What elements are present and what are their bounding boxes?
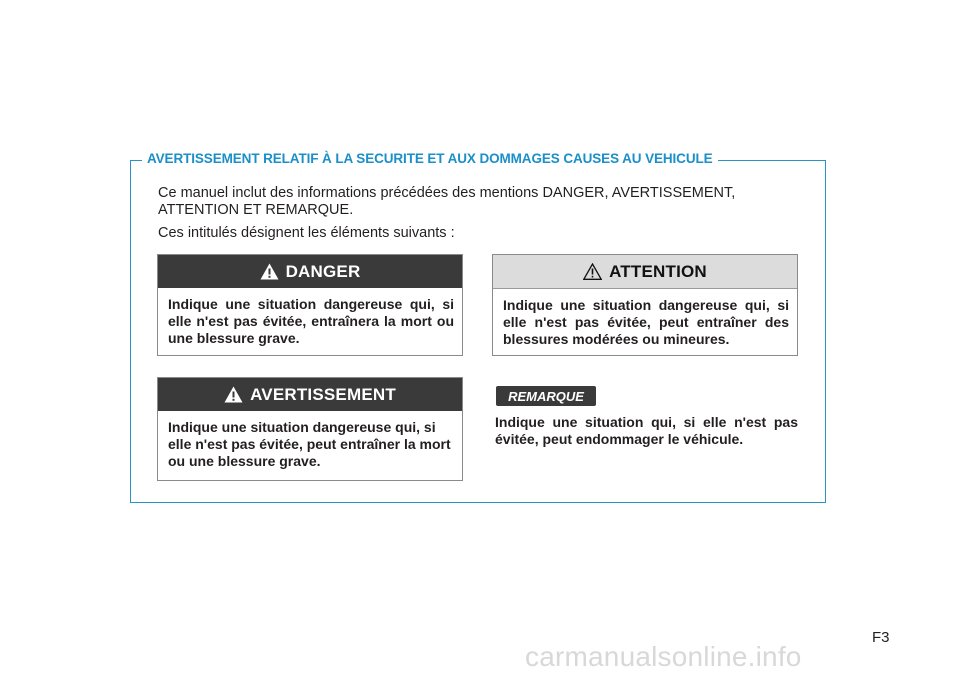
avertissement-description: Indique une situation dangereuse qui, si elle n'est pas évitée, peut entraîner la mort ou une blessure grave. xyxy=(168,419,451,469)
watermark: carmanualsonline.info xyxy=(525,641,802,672)
section-title: AVERTISSEMENT RELATIF À LA SECURITE ET AUX DOMMAGES CAUSES AU VEHICULE xyxy=(142,151,718,166)
remarque-badge: REMARQUE xyxy=(496,386,596,406)
warning-triangle-icon xyxy=(260,263,279,280)
attention-description: Indique une situation dangereuse qui, si elle n'est pas évitée, peut entraîner des blessures modérées ou mineures. xyxy=(503,297,789,347)
avertissement-header xyxy=(158,378,462,411)
warning-triangle-icon xyxy=(224,386,243,403)
intro-paragraph-1: Ce manuel inclut des informations précédées des mentions DANGER, AVERTISSEMENT, ATTENTION ET REMARQUE. xyxy=(158,185,736,218)
intro-text xyxy=(158,185,808,242)
danger-description: Indique une situation dangereuse qui, si elle n'est pas évitée, entraînera la mort ou une blessure grave. xyxy=(168,296,454,346)
attention-header xyxy=(493,255,797,289)
danger-box xyxy=(157,254,463,356)
attention-label: ATTENTION xyxy=(609,261,707,281)
remarque-description: Indique une situation qui, si elle n'est pas évitée, peut endommager le véhicule. xyxy=(495,414,798,447)
warning-triangle-icon xyxy=(583,263,602,280)
avertissement-label: AVERTISSEMENT xyxy=(250,384,396,404)
intro-paragraph-2: Ces intitulés désignent les éléments suivants : xyxy=(158,225,455,241)
page-number: F3 xyxy=(872,629,890,646)
avertissement-box xyxy=(157,377,463,481)
danger-header xyxy=(158,255,462,288)
attention-box xyxy=(492,254,798,356)
danger-label: DANGER xyxy=(285,261,361,281)
